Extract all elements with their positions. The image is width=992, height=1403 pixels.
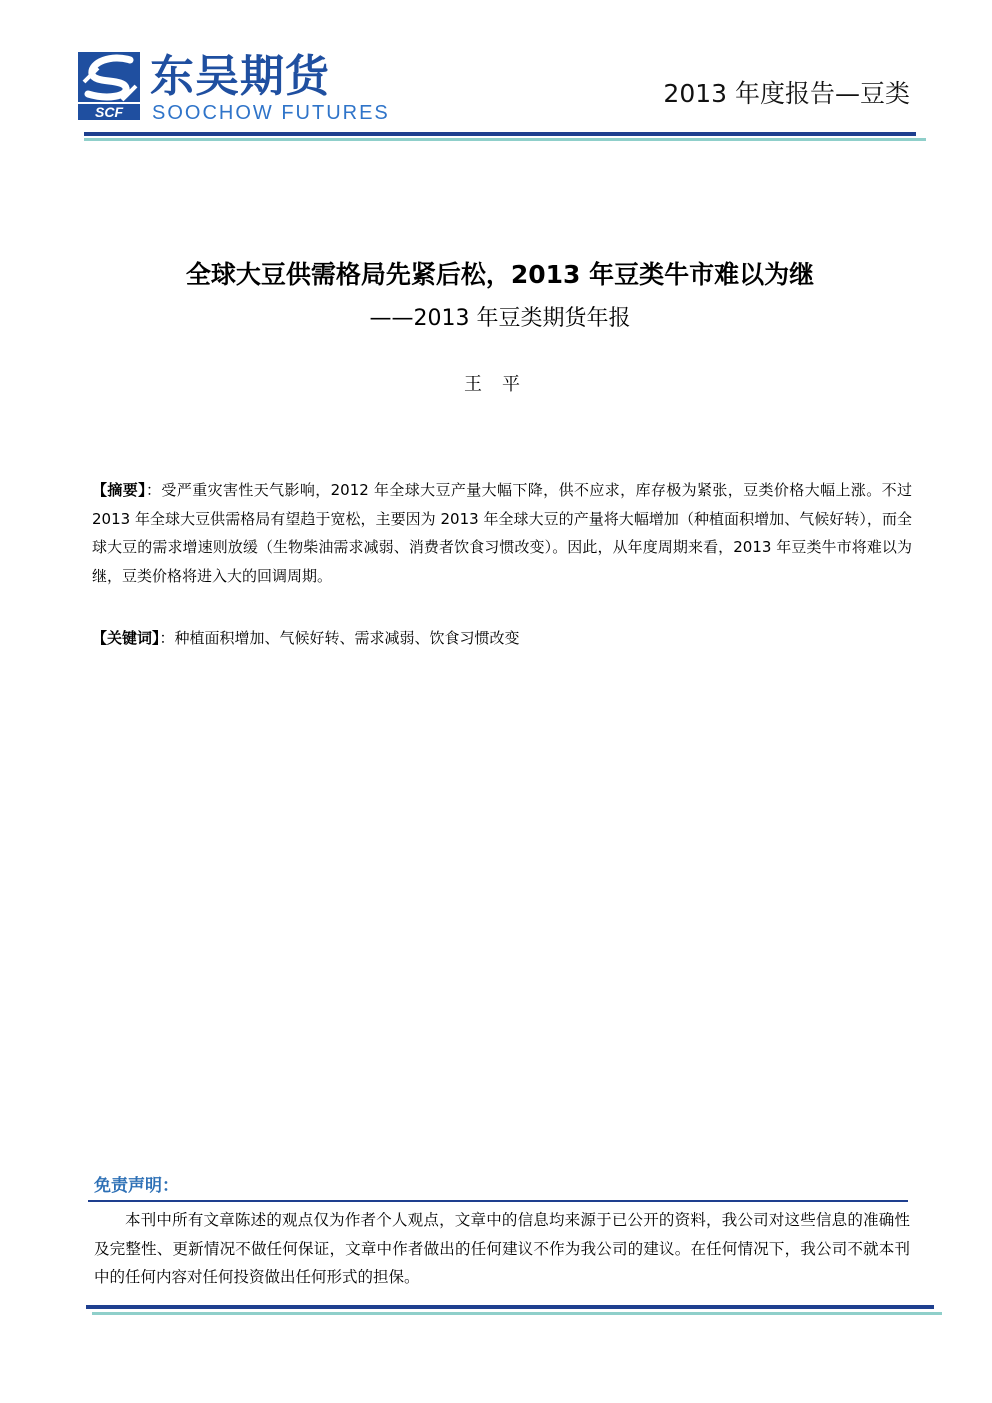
disclaimer-heading: 免责声明： [94, 1176, 179, 1196]
disclaimer-text: 本刊中所有文章陈述的观点仅为作者个人观点，文章中的信息均来源于已公开的资料，我公司对这些信息的准确性及完整性、更新情况不做任何保证，文章中作者做出的任何建议不作为我公司的建议。在任何情况下，我公司不就本刊中的任何内容对任何投资做出任何形式的担保。 [94, 1211, 910, 1286]
keywords-label: 【关键词】 [92, 629, 160, 647]
header-divider-blue [84, 132, 916, 136]
author-name: 王平 [464, 374, 540, 395]
keywords-paragraph [92, 624, 912, 652]
disclaimer-divider [88, 1200, 908, 1202]
keywords-text: ：种植面积增加、气候好转、需求减弱、饮食习惯改变 [159, 629, 520, 647]
abstract-label: 【摘要】 [92, 481, 147, 499]
footer-divider-blue [86, 1305, 934, 1309]
abstract-paragraph [92, 476, 912, 590]
company-logo [78, 52, 398, 124]
abstract-text: ：受严重灾害性天气影响，2012 年全球大豆产量大幅下降，供不应求，库存极为紧张，豆类价格大幅上涨。不过 2013 年全球大豆供需格局有望趋于宽松，主要因为 2013 年全球大豆的产量将大幅增加（种植面积增加、气候好转），而全球大豆的需求增速则放缓（生物柴油需求减弱、消费者饮食习惯改变）。因此，从年度周期来看，2013 年豆类牛市将难以为继，豆类价格将进入大的回调周期。 [92, 481, 912, 585]
logo-chinese-name: 东吴期货 [150, 51, 330, 102]
header-divider-teal [84, 138, 926, 141]
logo-mark-text: SCF [95, 104, 123, 120]
report-main-title: 全球大豆供需格局先紧后松，2013 年豆类牛市难以为继 [185, 260, 815, 289]
report-subtitle: ——2013 年豆类期货年报 [369, 306, 631, 331]
footer-divider-teal [92, 1312, 942, 1315]
scf-emblem-icon [78, 52, 140, 122]
report-header-title: 2013 年度报告—豆类 [663, 79, 910, 108]
logo-english-name: SOOCHOW FUTURES [152, 102, 390, 124]
